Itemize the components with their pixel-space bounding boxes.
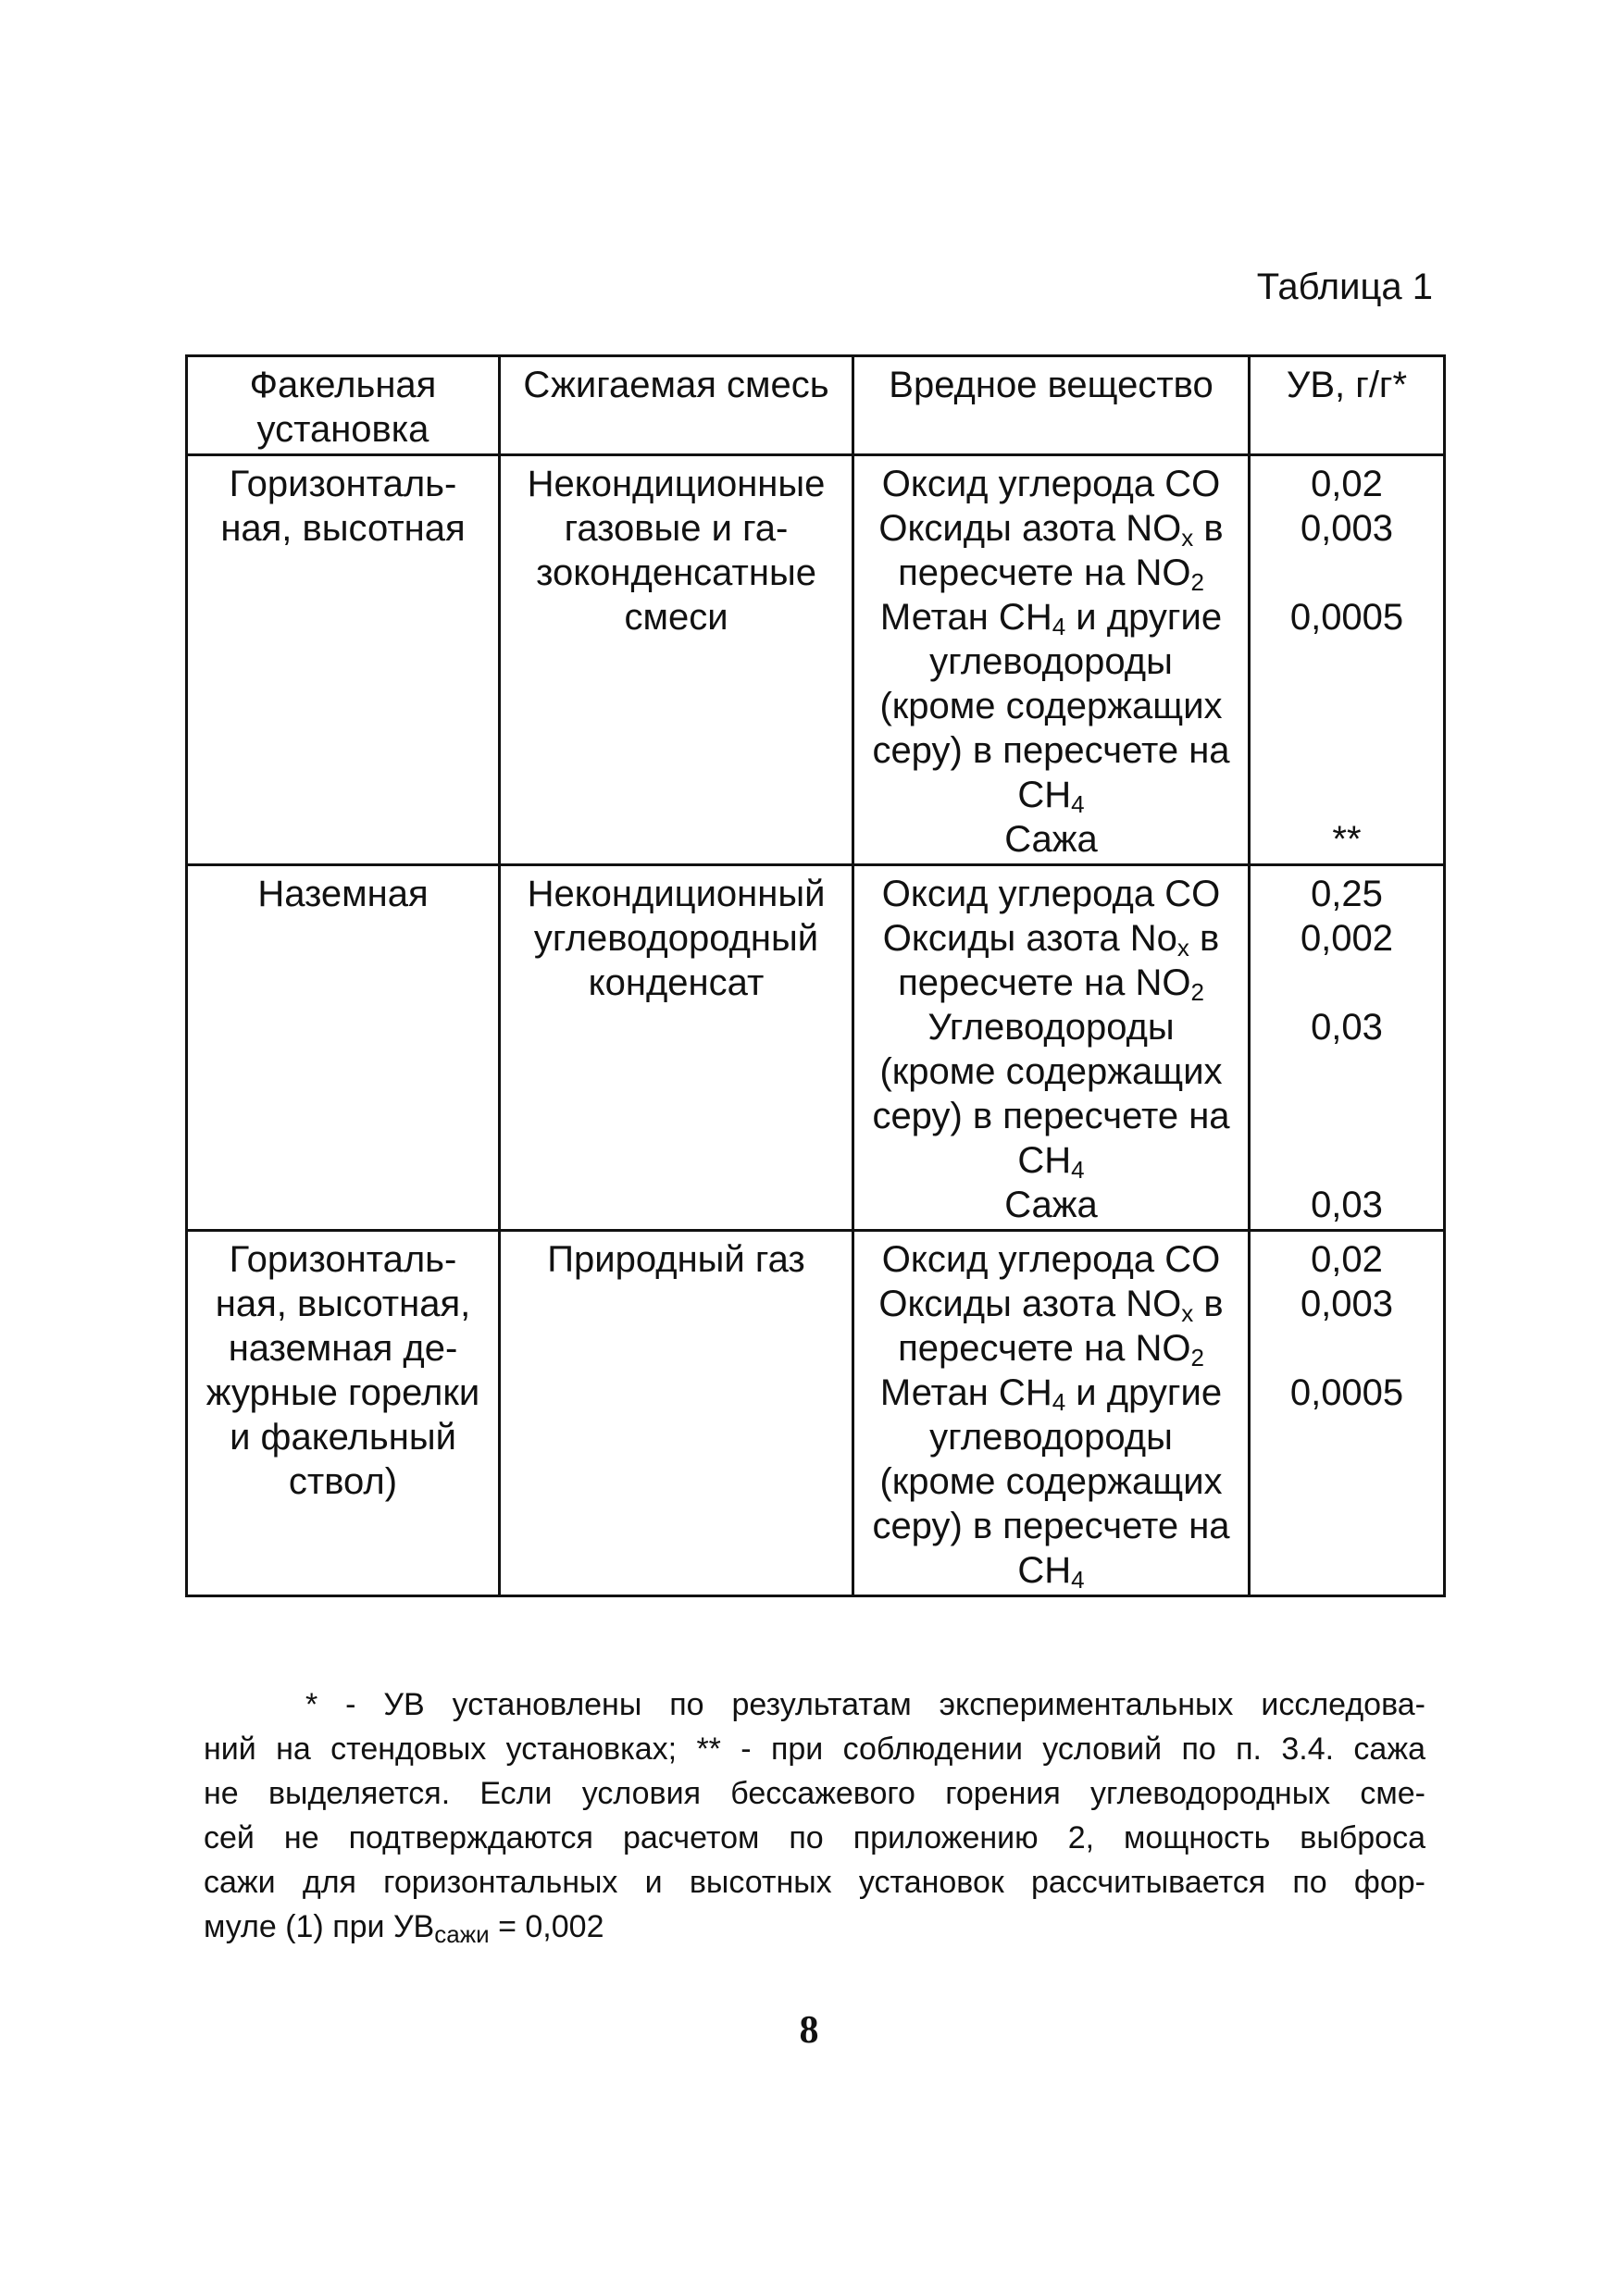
table-header-row (187, 356, 1445, 455)
substance-post: и другие (1065, 597, 1223, 638)
substance-line (862, 639, 1240, 684)
footnote-line: ний на стендовых установках; ** - при соблюдении условий по п. 3.4. сажа (204, 1731, 1425, 1767)
coefficient-spacer (1258, 639, 1436, 684)
coefficient-spacer (1258, 551, 1436, 595)
mixture-line: углеводородный (533, 918, 819, 959)
substance-pre: пересчете на NO (898, 1328, 1191, 1369)
substance-line (862, 916, 1240, 961)
substance-pre: Оксид углерода CO (881, 464, 1221, 504)
substance-line (862, 872, 1240, 916)
header-mixture-label: Сжигаемая смесь (523, 365, 829, 405)
cell-substance (853, 455, 1250, 865)
header-coefficient (1250, 356, 1445, 455)
coefficient-spacer (1258, 728, 1436, 773)
substance-line (862, 595, 1240, 639)
installation-line: наземная де- (228, 1328, 458, 1369)
coefficient-spacer (1258, 1504, 1436, 1548)
substance-sub: 4 (1071, 1566, 1085, 1594)
substance-sub: x (1176, 934, 1189, 962)
header-installation (187, 356, 500, 455)
mixture-line: зоконденсатные (536, 552, 816, 593)
substance-pre: Оксиды азота NO (878, 508, 1182, 549)
substance-line (862, 1548, 1240, 1593)
footnote-line-last (204, 1905, 1425, 1949)
substance-pre: Метан CH (879, 1372, 1052, 1413)
coefficient-spacer (1258, 1326, 1436, 1371)
mixture-line: Природный газ (547, 1239, 805, 1280)
mixture-line: смеси (624, 597, 728, 638)
substance-sub: x (1181, 1299, 1194, 1327)
header-coefficient-label: УВ, г/г* (1286, 365, 1408, 405)
coefficient-value: 0,03 (1311, 1185, 1383, 1225)
substance-line (862, 817, 1240, 862)
installation-line: и факельный (230, 1417, 456, 1458)
substance-line (862, 1049, 1240, 1094)
substance-line (862, 1094, 1240, 1138)
coefficient-value: 0,02 (1311, 464, 1383, 504)
substance-line (862, 684, 1240, 728)
installation-line: Горизонталь- (229, 1239, 457, 1280)
substance-pre: CH (1017, 775, 1072, 815)
cell-mixture (500, 865, 853, 1231)
coefficient-value: 0,002 (1300, 918, 1394, 959)
coefficient-value: 0,02 (1311, 1239, 1383, 1280)
substance-pre: серу) в пересчете на (872, 730, 1230, 771)
substance-sub: 2 (1190, 1344, 1204, 1371)
coefficient-value: 0,0005 (1289, 1372, 1404, 1413)
coefficient-spacer (1258, 1138, 1436, 1183)
coefficient-value: 0,003 (1300, 508, 1394, 549)
cell-coefficient (1250, 1231, 1445, 1596)
installation-line: ствол) (288, 1461, 398, 1502)
substance-pre: серу) в пересчете на (872, 1096, 1230, 1136)
substance-pre: Оксиды азота No (882, 918, 1177, 959)
table-row (187, 455, 1445, 865)
coefficient-spacer (1258, 773, 1436, 817)
substance-post: и другие (1065, 1372, 1223, 1413)
substance-sub: 4 (1071, 1156, 1085, 1184)
cell-mixture (500, 455, 853, 865)
table-caption: Таблица 1 (1256, 267, 1433, 307)
coefficient-spacer (1258, 1049, 1436, 1094)
substance-line (862, 551, 1240, 595)
substance-line (862, 1371, 1240, 1415)
substance-line (862, 961, 1240, 1005)
substance-line (862, 1138, 1240, 1183)
emission-table (185, 354, 1446, 1597)
substance-pre: Метан CH (879, 597, 1052, 638)
substance-line (862, 1183, 1240, 1227)
substance-pre: Сажа (1004, 819, 1098, 860)
header-substance-label: Вредное вещество (889, 365, 1214, 405)
mixture-line: Некондиционный (527, 874, 826, 914)
installation-line: журные горелки (205, 1372, 480, 1413)
footnote-line: не выделяется. Если условия бессажевого горения углеводородных сме- (204, 1776, 1425, 1811)
substance-sub: x (1181, 524, 1194, 552)
substance-line (862, 1005, 1240, 1049)
substance-sub: 4 (1071, 790, 1085, 818)
coefficient-value: 0,003 (1300, 1284, 1394, 1324)
cell-substance (853, 865, 1250, 1231)
coefficient-value: ** (1332, 819, 1362, 860)
substance-post: в (1193, 508, 1224, 549)
footnote-last-pre: муле (1) при УВ (204, 1909, 435, 1944)
installation-line: ная, высотная, (215, 1284, 471, 1324)
substance-pre: углеводороды (929, 1417, 1173, 1458)
substance-pre: CH (1017, 1550, 1072, 1591)
substance-pre: CH (1017, 1140, 1072, 1181)
substance-pre: (кроме содержащих (879, 1461, 1223, 1502)
table-row (187, 1231, 1445, 1596)
cell-coefficient (1250, 865, 1445, 1231)
footnote-last-post: = 0,002 (489, 1909, 604, 1944)
substance-post: в (1193, 1284, 1224, 1324)
coefficient-spacer (1258, 1415, 1436, 1459)
mixture-line: Некондиционные (527, 464, 826, 504)
substance-pre: (кроме содержащих (879, 1051, 1223, 1092)
substance-line (862, 1326, 1240, 1371)
header-mixture (500, 356, 853, 455)
mixture-line: газовые и га- (564, 508, 789, 549)
cell-mixture (500, 1231, 853, 1596)
substance-line (862, 1237, 1240, 1282)
substance-pre: Оксиды азота NO (878, 1284, 1182, 1324)
installation-line: Наземная (257, 874, 429, 914)
cell-installation (187, 455, 500, 865)
coefficient-spacer (1258, 1459, 1436, 1504)
header-installation-line2: установка (256, 409, 429, 450)
coefficient-spacer (1258, 1548, 1436, 1593)
cell-substance (853, 1231, 1250, 1596)
substance-pre: пересчете на NO (898, 962, 1191, 1003)
footnote-line: * - УВ установлены по результатам экспериментальных исследова- (305, 1687, 1425, 1722)
coefficient-spacer (1258, 684, 1436, 728)
substance-line (862, 1504, 1240, 1548)
footnote (204, 1682, 1425, 1949)
substance-line (862, 728, 1240, 773)
coefficient-spacer (1258, 961, 1436, 1005)
substance-sub: 4 (1052, 1388, 1066, 1416)
substance-pre: (кроме содержащих (879, 686, 1223, 726)
substance-pre: пересчете на NO (898, 552, 1191, 593)
substance-pre: серу) в пересчете на (872, 1506, 1230, 1546)
substance-post: в (1189, 918, 1220, 959)
cell-installation (187, 865, 500, 1231)
mixture-line: конденсат (588, 962, 765, 1003)
cell-coefficient (1250, 455, 1445, 865)
substance-pre: Оксид углерода CO (881, 874, 1221, 914)
coefficient-spacer (1258, 1094, 1436, 1138)
substance-line (862, 506, 1240, 551)
installation-line: Горизонталь- (229, 464, 457, 504)
footnote-line: сажи для горизонтальных и высотных установок рассчитывается по фор- (204, 1865, 1425, 1900)
header-substance (853, 356, 1250, 455)
substance-line (862, 773, 1240, 817)
table-row (187, 865, 1445, 1231)
substance-line (862, 1282, 1240, 1326)
substance-pre: Оксид углерода CO (881, 1239, 1221, 1280)
substance-sub: 2 (1190, 978, 1204, 1006)
substance-sub: 4 (1052, 613, 1066, 640)
header-installation-line1: Факельная (249, 365, 437, 405)
installation-line: ная, высотная (220, 508, 466, 549)
substance-pre: углеводороды (929, 641, 1173, 682)
coefficient-value: 0,25 (1311, 874, 1383, 914)
substance-line (862, 1459, 1240, 1504)
substance-pre: Сажа (1004, 1185, 1098, 1225)
coefficient-value: 0,0005 (1289, 597, 1404, 638)
footnote-line: сей не подтверждаются расчетом по приложению 2, мощность выброса (204, 1820, 1425, 1855)
substance-sub: 2 (1190, 568, 1204, 596)
substance-line (862, 1415, 1240, 1459)
substance-pre: Углеводороды (927, 1007, 1175, 1048)
page-number: 8 (799, 2009, 819, 2052)
substance-line (862, 462, 1240, 506)
cell-installation (187, 1231, 500, 1596)
footnote-last-sub: сажи (434, 1920, 490, 1948)
coefficient-value: 0,03 (1311, 1007, 1383, 1048)
